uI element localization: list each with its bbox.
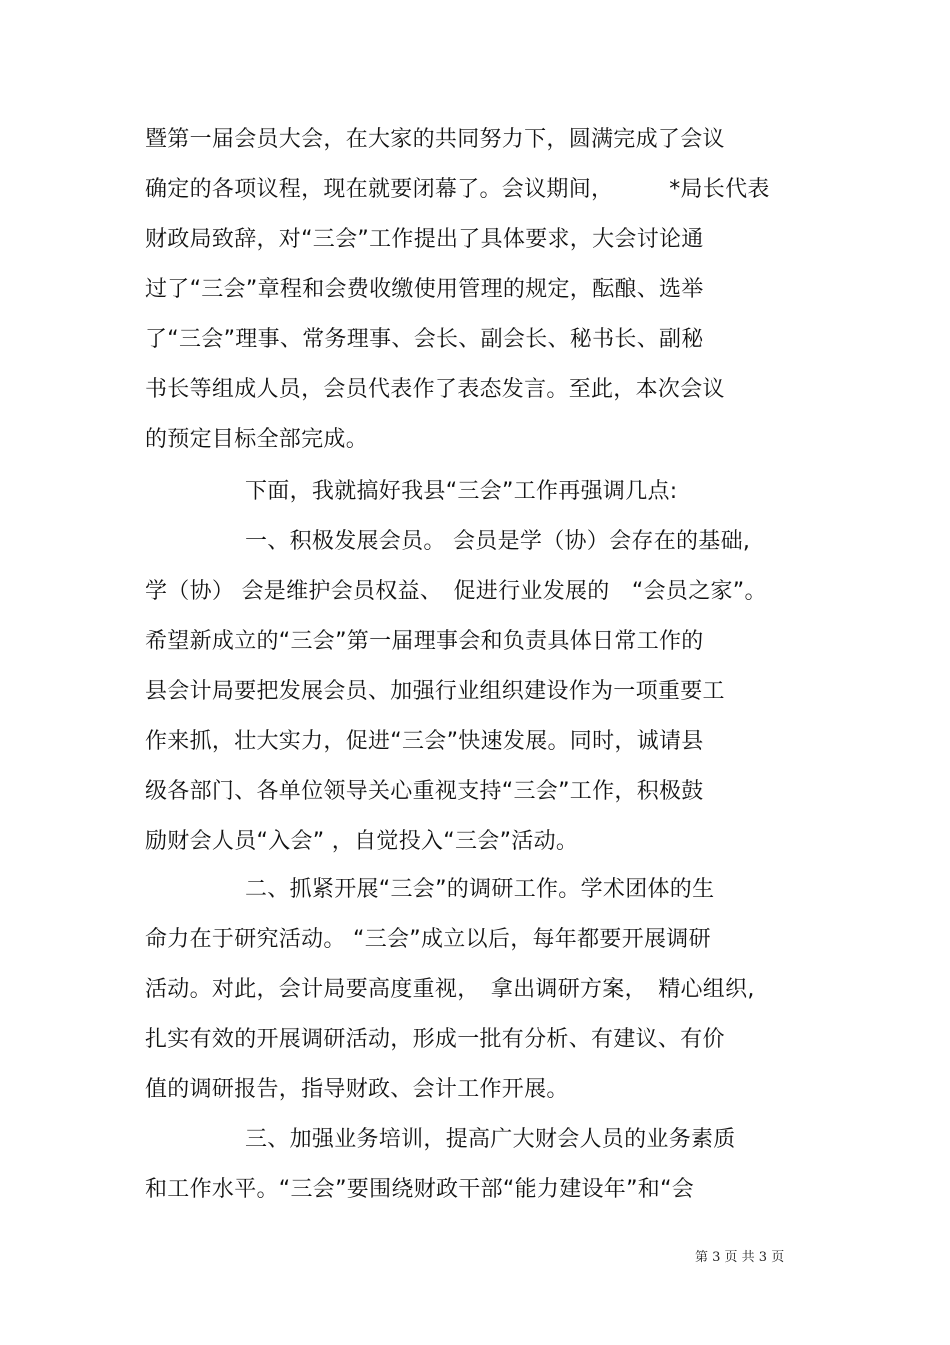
paragraph-intro: 下面，我就搞好我县“三会”工作再强调几点: <box>245 479 678 504</box>
text-line: 作来抓，壮大实力，促进“三会”快速发展。同时，诚请县 <box>145 729 704 754</box>
text-line: 书长等组成人员，会员代表作了表态发言。至此，本次会议 <box>145 377 725 402</box>
text-line: 确定的各项议程，现在就要闭幕了。会议期间， *局长代表 <box>145 177 770 202</box>
text-line: 县会计局要把发展会员、加强行业组织建设作为一项重要工 <box>145 679 725 704</box>
text-line: 过了“三会”章程和会费收缴使用管理的规定，酝酿、选举 <box>145 277 704 302</box>
text-line: 扎实有效的开展调研活动，形成一批有分析、有建议、有价 <box>145 1027 725 1052</box>
text-line: 财政局致辞，对“三会”工作提出了具体要求，大会讨论通 <box>145 227 704 252</box>
page-number-footer: 第 3 页 共 3 页 <box>695 1250 785 1265</box>
text-line: 励财会人员“入会” ，自觉投入“三会”活动。 <box>145 829 579 854</box>
text-line: 值的调研报告，指导财政、会计工作开展。 <box>145 1077 569 1102</box>
text-line: 暨第一届会员大会，在大家的共同努力下，圆满完成了会议 <box>145 127 725 152</box>
text-line: 活动。对此，会计局要高度重视， 拿出调研方案， 精心组织, <box>145 977 755 1002</box>
text-line: 命力在于研究活动。 “三会”成立以后，每年都要开展调研 <box>145 927 711 952</box>
section-heading-1: 一、积极发展会员。 会员是学（协）会存在的基础, <box>245 529 751 554</box>
section-heading-3: 三、加强业务培训，提高广大财会人员的业务素质 <box>245 1127 736 1152</box>
text-line: 学（协） 会是维护会员权益、 促进行业发展的 “会员之家”。 <box>145 579 767 604</box>
text-line: 的预定目标全部完成。 <box>145 427 369 452</box>
text-line: 级各部门、各单位领导关心重视支持“三会”工作，积极鼓 <box>145 779 704 804</box>
text-line: 和工作水平。“三会”要围绕财政干部“能力建设年”和“会 <box>145 1177 695 1202</box>
text-line: 了“三会”理事、常务理事、会长、副会长、秘书长、副秘 <box>145 327 704 352</box>
text-line: 希望新成立的“三会”第一届理事会和负责具体日常工作的 <box>145 629 704 654</box>
section-heading-2: 二、抓紧开展“三会”的调研工作。学术团体的生 <box>245 877 715 902</box>
